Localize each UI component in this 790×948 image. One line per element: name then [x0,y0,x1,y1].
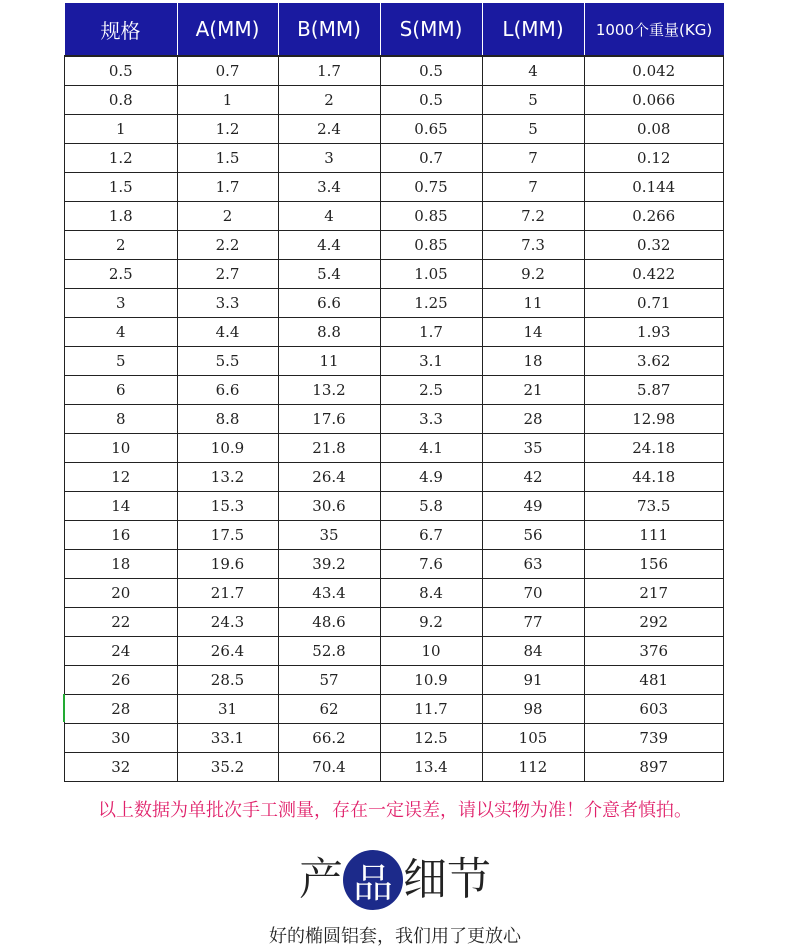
table-cell: 5.8 [380,492,482,521]
table-cell: 2.5 [65,260,178,289]
table-cell: 3.1 [380,347,482,376]
table-cell: 17.6 [278,405,380,434]
table-cell: 1 [65,115,178,144]
table-row [65,724,724,753]
table-cell: 43.4 [278,579,380,608]
table-cell: 28 [482,405,584,434]
table-cell: 16 [65,521,178,550]
table-cell: 0.5 [380,56,482,86]
table-cell: 1.5 [65,173,178,202]
table-cell: 21 [482,376,584,405]
table-cell: 7.6 [380,550,482,579]
selection-marker [63,694,65,722]
table-cell: 0.7 [380,144,482,173]
table-cell: 42 [482,463,584,492]
table-cell: 4 [65,318,178,347]
detail-title [0,850,790,910]
table-row [65,86,724,115]
table-cell: 2 [177,202,278,231]
table-row [65,695,724,724]
table-cell: 18 [65,550,178,579]
table-body [65,56,724,782]
table-cell: 12.5 [380,724,482,753]
table-cell: 26 [65,666,178,695]
table-cell: 603 [584,695,724,724]
table-cell: 14 [65,492,178,521]
table-cell: 3.4 [278,173,380,202]
table-cell: 2.2 [177,231,278,260]
table-cell: 26.4 [177,637,278,666]
table-row [65,376,724,405]
table-cell: 8 [65,405,178,434]
table-cell: 1.5 [177,144,278,173]
table-cell: 3.3 [177,289,278,318]
table-cell: 4.4 [278,231,380,260]
table-cell: 1.7 [177,173,278,202]
table-cell: 22 [65,608,178,637]
table-cell: 4.4 [177,318,278,347]
table-cell: 35.2 [177,753,278,782]
table-row [65,753,724,782]
table-cell: 2 [65,231,178,260]
table-cell: 77 [482,608,584,637]
table-cell: 10.9 [177,434,278,463]
header-b: B(MM) [278,3,380,56]
table-cell: 11.7 [380,695,482,724]
table-cell: 6 [65,376,178,405]
table-row [65,56,724,86]
table-row [65,144,724,173]
table-cell: 48.6 [278,608,380,637]
table-cell: 156 [584,550,724,579]
table-cell: 0.5 [65,56,178,86]
table-cell: 18 [482,347,584,376]
detail-title-before: 产 [299,854,343,905]
table-cell: 20 [65,579,178,608]
table-cell: 376 [584,637,724,666]
table-cell: 31 [177,695,278,724]
table-cell: 7.3 [482,231,584,260]
table-cell: 1.05 [380,260,482,289]
table-cell: 26.4 [278,463,380,492]
table-cell: 6.6 [177,376,278,405]
table-cell: 3 [278,144,380,173]
table-cell: 30.6 [278,492,380,521]
table-cell: 6.6 [278,289,380,318]
table-cell: 481 [584,666,724,695]
table-cell: 739 [584,724,724,753]
table-cell: 0.75 [380,173,482,202]
table-cell: 28.5 [177,666,278,695]
table-cell: 3.62 [584,347,724,376]
table-cell: 10.9 [380,666,482,695]
table-row [65,666,724,695]
table-cell: 11 [482,289,584,318]
table-cell: 13.4 [380,753,482,782]
table-cell: 5.5 [177,347,278,376]
table-cell: 49 [482,492,584,521]
table-row [65,405,724,434]
table-row [65,637,724,666]
table-cell: 7 [482,173,584,202]
table-cell: 1.2 [65,144,178,173]
detail-title-after: 细节 [403,854,491,905]
table-cell: 21.7 [177,579,278,608]
table-cell: 13.2 [278,376,380,405]
detail-title-highlight: 品 [343,850,403,910]
table-cell: 35 [278,521,380,550]
table-cell: 35 [482,434,584,463]
table-row [65,550,724,579]
table-cell: 91 [482,666,584,695]
table-cell: 24.3 [177,608,278,637]
table-cell: 24.18 [584,434,724,463]
table-cell: 5.4 [278,260,380,289]
table-cell: 1.8 [65,202,178,231]
table-cell: 0.71 [584,289,724,318]
header-row [65,3,724,56]
table-cell: 0.042 [584,56,724,86]
table-row [65,463,724,492]
spec-table [64,3,724,782]
table-cell: 2.5 [380,376,482,405]
table-cell: 70.4 [278,753,380,782]
header-l: L(MM) [482,3,584,56]
table-cell: 33.1 [177,724,278,753]
table-cell: 1.2 [177,115,278,144]
table-cell: 6.7 [380,521,482,550]
table-cell: 0.266 [584,202,724,231]
table-cell: 0.08 [584,115,724,144]
table-cell: 56 [482,521,584,550]
table-cell: 14 [482,318,584,347]
table-cell: 15.3 [177,492,278,521]
table-cell: 8.4 [380,579,482,608]
table-cell: 0.32 [584,231,724,260]
table-cell: 111 [584,521,724,550]
table-cell: 9.2 [482,260,584,289]
table-cell: 0.5 [380,86,482,115]
table-cell: 105 [482,724,584,753]
header-s: S(MM) [380,3,482,56]
table-cell: 0.65 [380,115,482,144]
detail-subtitle: 好的椭圆铝套，我们用了更放心 [269,926,521,947]
table-row [65,347,724,376]
table-cell: 70 [482,579,584,608]
table-cell: 3.3 [380,405,482,434]
table-cell: 0.85 [380,202,482,231]
table-row [65,202,724,231]
table-cell: 5 [482,115,584,144]
table-cell: 52.8 [278,637,380,666]
table-cell: 62 [278,695,380,724]
table-cell: 2.4 [278,115,380,144]
table-cell: 10 [380,637,482,666]
table-cell: 897 [584,753,724,782]
header-weight: 1000个重量(KG) [584,3,724,56]
table-cell: 30 [65,724,178,753]
table-row [65,318,724,347]
table-cell: 8.8 [278,318,380,347]
table-row [65,115,724,144]
table-cell: 2.7 [177,260,278,289]
table-cell: 0.85 [380,231,482,260]
table-cell: 1.7 [380,318,482,347]
table-cell: 11 [278,347,380,376]
table-cell: 73.5 [584,492,724,521]
table-cell: 5 [65,347,178,376]
table-cell: 17.5 [177,521,278,550]
table-cell: 0.066 [584,86,724,115]
table-cell: 44.18 [584,463,724,492]
table-cell: 24 [65,637,178,666]
table-cell: 12.98 [584,405,724,434]
header-a: A(MM) [177,3,278,56]
table-row [65,521,724,550]
table-cell: 1 [177,86,278,115]
table-cell: 63 [482,550,584,579]
table-cell: 9.2 [380,608,482,637]
table-cell: 39.2 [278,550,380,579]
table-cell: 1.25 [380,289,482,318]
table-row [65,579,724,608]
table-cell: 10 [65,434,178,463]
table-cell: 5.87 [584,376,724,405]
table-cell: 7 [482,144,584,173]
header-spec: 规格 [65,3,178,56]
table-cell: 8.8 [177,405,278,434]
table-cell: 1.7 [278,56,380,86]
table-cell: 292 [584,608,724,637]
table-cell: 0.144 [584,173,724,202]
table-cell: 21.8 [278,434,380,463]
table-cell: 4 [482,56,584,86]
table-cell: 2 [278,86,380,115]
table-cell: 98 [482,695,584,724]
table-cell: 66.2 [278,724,380,753]
table-cell: 28 [65,695,178,724]
table-cell: 4.9 [380,463,482,492]
table-row [65,289,724,318]
table-cell: 1.93 [584,318,724,347]
measurement-notice: 以上数据为单批次手工测量，存在一定误差，请以实物为准！介意者慎拍。 [98,800,692,821]
table-cell: 0.8 [65,86,178,115]
table-cell: 0.422 [584,260,724,289]
table-row [65,608,724,637]
table-row [65,260,724,289]
table-row [65,492,724,521]
table-cell: 32 [65,753,178,782]
table-cell: 0.12 [584,144,724,173]
table-cell: 7.2 [482,202,584,231]
table-cell: 112 [482,753,584,782]
table-cell: 84 [482,637,584,666]
table-row [65,173,724,202]
table-cell: 217 [584,579,724,608]
table-cell: 4 [278,202,380,231]
table-cell: 5 [482,86,584,115]
table-cell: 19.6 [177,550,278,579]
table-cell: 3 [65,289,178,318]
table-cell: 4.1 [380,434,482,463]
table-cell: 57 [278,666,380,695]
table-cell: 13.2 [177,463,278,492]
table-row [65,231,724,260]
table-cell: 12 [65,463,178,492]
table-cell: 0.7 [177,56,278,86]
table-row [65,434,724,463]
